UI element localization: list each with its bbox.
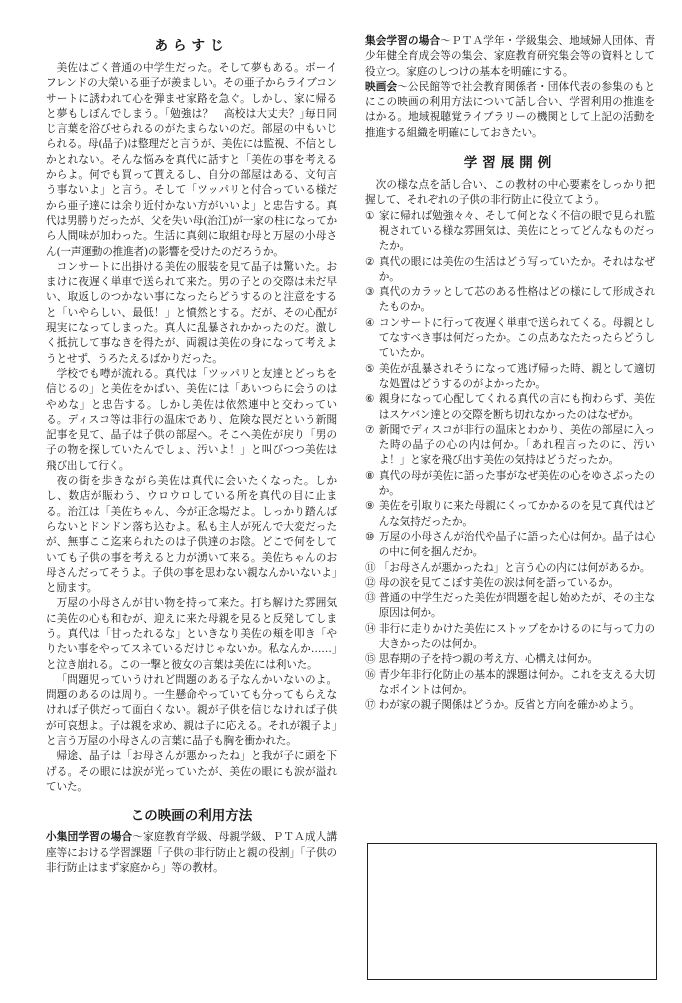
discussion-question	[365, 285, 655, 316]
question-number: ⑮	[365, 653, 376, 666]
synopsis-paragraph: 万屋の小母さんが甘い物を持って来た。打ち解けた雰囲気に美佐の心も和むが、迎えに来た母親を見ると反発してしまう。真代は「甘ったれるな」といきなり美佐の頬を叩き「やりたい事をやってスネているだけじゃないか。私なんか……」と泣き崩れる。この一撃と彼女の言葉は美佐には利いた。	[46, 597, 337, 671]
synopsis-paragraph: コンサートに出掛ける美佐の服装を見て晶子は驚いた。おまけに夜遅く単車で送られて来た。男の子との交際は未だ早い、取返しのつかない事になったらどうするのと注意をすると「いやらしい、最低！」と憤然とする。だが、その心配が現実になってしまった。真人に乱暴されかかったのだ。激しく抵抗して事なきを得たが、両親は美佐の身になって考えようとせず、うろたえるばかりだった。	[46, 260, 337, 365]
question-number: ⑨	[365, 500, 375, 513]
usage-entry-small-group	[46, 830, 337, 876]
question-text: 真代のカラッとして芯のある性格はどの様にして形成されたものか。	[378, 286, 655, 314]
discussion-question	[365, 652, 655, 667]
question-text: コンサートに行って夜遅く単車で送られてくる。母親としてなすべき事は何だったか。この点あなたたったらどうしていたか。	[378, 316, 655, 360]
question-number: ⑭	[365, 622, 376, 635]
question-number: ⑫	[365, 576, 376, 589]
synopsis-paragraph: 「問題児っていうけれど問題のある子なんかいないのよ。問題のあるのは周り。一生懸命やっていても分ってもらえなければ子供だって面白くない。親が子供を信じなければ子供が可哀想よ。子は親を求め、親は子に応える。それが親子よ」と言う万屋の小母さんの言葉に晶子も胸を衝かれた。	[46, 673, 337, 748]
synopsis-paragraph: 美佐はごく普通の中学生だった。そして夢もある。ボーイフレンドの大榮いる亜子が羨ましい。その亜子からライブコンサートに誘われて心を弾ませ家路を急ぐ。しかし、家に帰ると夢もしぼんでしまう。｢勉強は？ 高校は大丈夫？｣毎日同じ言葉を浴びせられるのがたまらないのだ。部屋の中もいじられる。母(晶子)は整理だと言うが、美佐には監視、不信としかとれない。そんな悩みを真代に話すと「美佐の事を考えるからよ。何でも買って貰えるし、自分の部屋はある、文句言う事ないよ」と言う。そして「ツッパリと付合っている様だから亜子達には余り近付かない方がいいよ」と忠告する。真代は男勝りだったが、父を失い母(治江)が一家の柱になってから人間味が加わった。生活に真剣に取組む母と万屋の小母さん(一声運動の推進者)の影響を受けたのだろうか。	[46, 62, 337, 258]
usage-entry-lead: 映画会	[365, 80, 398, 93]
discussion-question	[365, 530, 655, 561]
discussion-question	[365, 698, 655, 713]
question-number: ⑥	[365, 393, 375, 406]
question-number: ⑤	[365, 362, 375, 375]
discussion-question	[365, 576, 655, 591]
question-text: 普通の中学生だった美佐が問題を起し始めたが、その主な原因は何か。	[378, 592, 655, 620]
synopsis-heading: あらすじ	[154, 38, 229, 54]
left-column	[46, 34, 337, 876]
question-text: 母の涙を見てこぼす美佐の涙は何を語っているか。	[378, 576, 619, 589]
question-number: ①	[365, 209, 375, 222]
usage-entry-film-screening	[365, 80, 655, 141]
question-number: ⑦	[365, 423, 375, 436]
development-intro: 次の様な点を話し合い、この教材の中心要素をしっかり把握して、それぞれの子供の非行防止に役立てよう。	[365, 179, 655, 207]
discussion-question	[365, 561, 655, 576]
question-text: 青少年非行化防止の基本的課題は何か。これを支える大切なポイントは何か。	[378, 668, 655, 696]
usage-entry-text: ～公民館等で社会教育関係者・団体代表の参集のもとにこの映画の利用方法について話し合い、学習利用の推進をはかる。地域視聴覚ライブラリーの機関として上記の活動を推進する組織を明確にしておきたい。	[365, 80, 655, 139]
right-column	[365, 34, 655, 713]
question-text: 美佐を引取りに来た母親にくってかかるのを見て真代はどんな気持だったか。	[378, 500, 655, 528]
question-number: ⑬	[365, 592, 376, 605]
development-heading: 学習展開例	[463, 155, 557, 172]
synopsis-paragraph: 学校でも噂が流れる。真代は「ツッパリと友達とどっちを信じるの」と美佐をかばい、美佐には「あいつらに会うのはやめな」と忠告する。しかし美佐は依然連中と交わっている。ディスコ等は非行の温床であり、危険な罠だという新聞記事を見て、晶子は子供の部屋へ。そこへ美佐が戻り「男の子の物を探していたんでしょ、汚いよ！」と叫びつつ美佐は飛び出して行く。	[46, 367, 337, 472]
question-text: 思春期の子を持つ親の考え方、心構えは何か。	[378, 653, 599, 666]
discussion-question	[365, 316, 655, 362]
discussion-question	[365, 362, 655, 393]
discussion-question	[365, 423, 655, 469]
synopsis-paragraph: 夜の街を歩きながら美佐は真代に会いたくなった。しかし、数店が賑わう、ウロウロしている所を真代の目に止まる。治江は「美佐ちゃん、今が正念場だよ。しっかり踏んばらないとドンドン落ち込むよ。私も主人が死んで大変だったが、無事ここ迄来られたのは子供達のお陰。どこで何をしていても子供の事を考えると力が湧いて来る。美佐ちゃんのお母さんだってそうよ。子供の事を思わない親なんかいないよ」と励ます。	[46, 475, 337, 595]
usage-entry-text: ～家庭教育学級、母親学級、ＰＴＡ成人講座等における学習課題「子供の非行防止と親の役割」「子供の非行防止はまず家庭から」等の教材。	[46, 831, 337, 874]
usage-entry-lead: 小集団学習の場合	[46, 831, 133, 844]
question-text: 「お母さんが悪かったね」と言う心の内には何があるか。	[378, 561, 651, 574]
question-text: 真代の眼には美佐の生活はどう写っていたか。それはなぜか。	[378, 255, 655, 283]
usage-heading: この映画の利用方法	[130, 808, 253, 825]
discussion-question	[365, 622, 655, 653]
discussion-question	[365, 255, 655, 286]
discussion-question	[365, 209, 655, 255]
question-text: 家に帰れば勉強々々、そして何となく不信の眼で見られ監視されている様な雰囲気は、美佐にとってどんなものだったか。	[378, 209, 655, 253]
question-text: 新聞でディスコが非行の温床とわかり、美佐の部屋に入った時の晶子の心の内は何か。「あれ程言ったのに、汚いよ！」と家を飛び出す美佐の気持はどうだったか。	[378, 423, 655, 467]
blank-note-box	[367, 843, 657, 980]
question-text: 親身になって心配してくれる真代の言にも拘わらず、美佐はスケバン達との交際を断ち切れなかったのはなぜか。	[378, 393, 655, 421]
question-number: ⑧	[365, 469, 375, 482]
question-number: ⑪	[365, 561, 376, 574]
question-text: 万屋の小母さんが治代や晶子に語った心は何か。晶子は心の中に何を掴んだか。	[378, 530, 655, 559]
discussion-question	[365, 668, 655, 699]
question-number: ③	[365, 286, 375, 299]
question-number: ⑯	[365, 668, 376, 681]
usage-entry-assembly	[365, 34, 655, 80]
usage-entry-text: ～ＰＴＡ学年・学級集会、地域婦人団体、青少年健全育成会等の集会、家庭教育研究集会等の資料として役立つ。家庭のしつけの基本を明確にする。	[365, 35, 655, 78]
discussion-question	[365, 392, 655, 423]
discussion-question	[365, 499, 655, 530]
question-number: ②	[365, 255, 375, 268]
question-text: 非行に走りかけた美佐にストップをかけるのに与って力の大きかったのは何か。	[378, 622, 655, 650]
question-text: わが家の親子関係はどうか。反省と方向を確かめよう。	[378, 699, 640, 712]
question-number: ④	[365, 316, 375, 329]
discussion-question-list	[365, 209, 655, 714]
discussion-question	[365, 591, 655, 622]
question-number: ⑰	[365, 699, 376, 712]
question-text: 美佐が乱暴されそうになって逃げ帰った時、親として適切な処置はどうするのがよかったか。	[378, 362, 655, 390]
synopsis-paragraph: 帰途、晶子は「お母さんが悪かったね」と我が子に頭を下げる。その眼には涙が光っていたが、美佐の眼にも涙が溢れていた。	[46, 750, 337, 793]
question-number: ⑩	[365, 530, 375, 543]
discussion-question	[365, 469, 655, 500]
question-text: 真代の母が美佐に語った事がなぜ美佐の心をゆさぶったのか。	[378, 469, 655, 498]
usage-entry-lead: 集会学習の場合	[365, 35, 441, 47]
